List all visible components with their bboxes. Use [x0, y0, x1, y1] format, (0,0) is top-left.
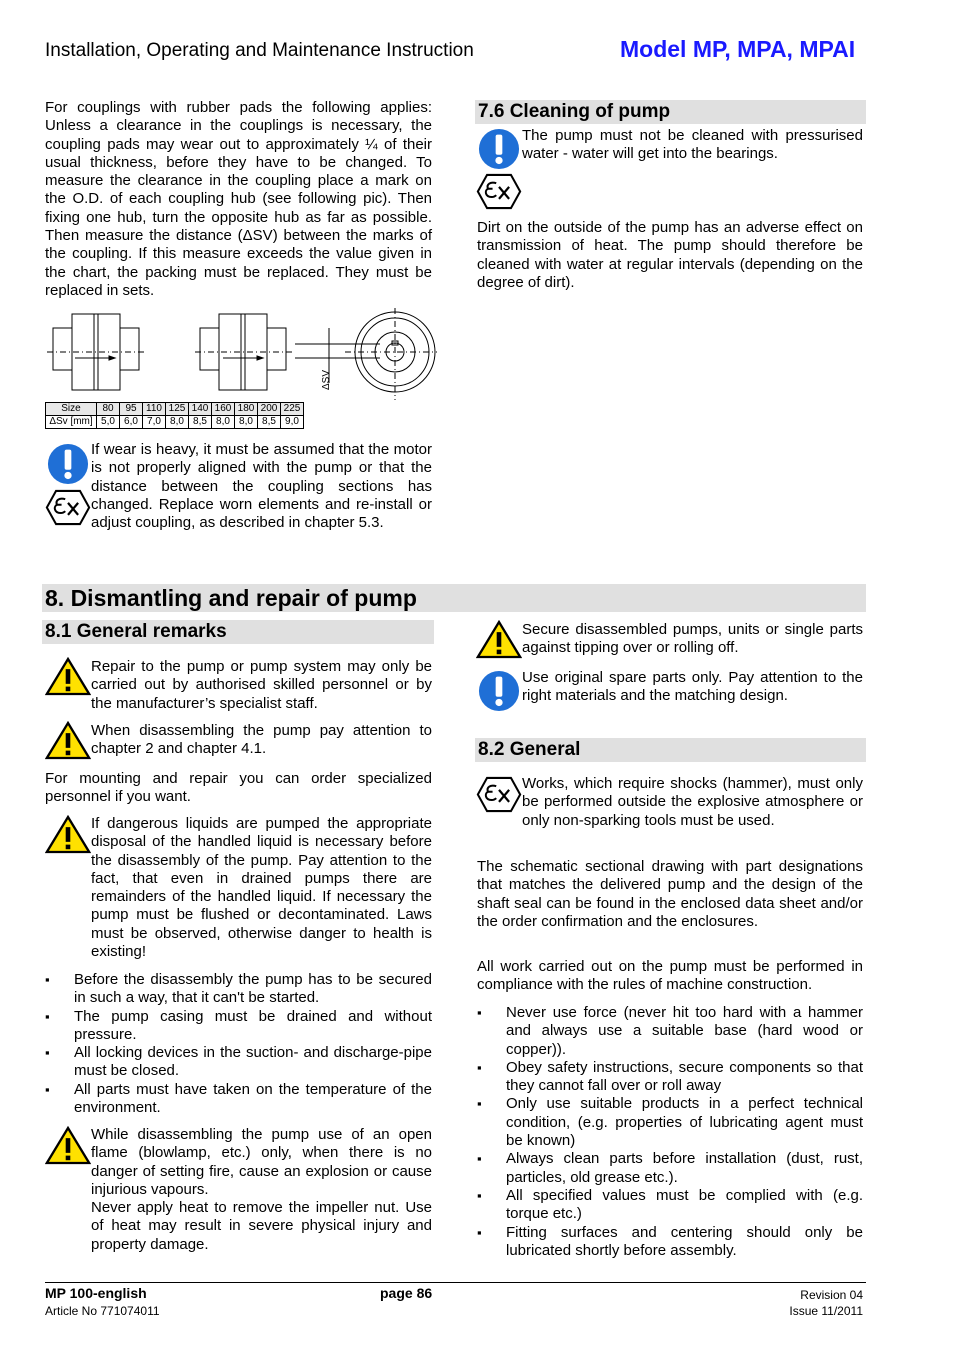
ex-hexagon-icon: [45, 489, 91, 526]
warning-disassembling: When disassembling the pump pay attention to chapter 2 and chapter 4.1.: [91, 722, 432, 758]
table-cell: 110: [143, 403, 166, 416]
list-item: ▪ Always clean parts before installation (dust, rust, particles, old grease etc.).: [477, 1150, 863, 1187]
table-cell: 8,5: [189, 416, 212, 429]
disassembly-bullet-list: [45, 971, 432, 1117]
exclamation-circle-icon: [478, 670, 520, 712]
footer-doc: MP 100-english: [45, 1285, 147, 1301]
section-7-6-title: 7.6 Cleaning of pump: [475, 100, 866, 124]
exclamation-circle-icon: [478, 128, 520, 170]
warning-triangle-icon: [45, 815, 91, 854]
footer-article: Article No 771074011: [45, 1304, 160, 1318]
table-cell: 140: [189, 403, 212, 416]
note-original-parts: Use original spare parts only. Pay attention to the right materials and the matching design.: [522, 669, 863, 705]
warning-authorised-personnel: Repair to the pump or pump system may only be carried out by authorised skilled personnel or by the manufacturer’s specialist staff.: [91, 658, 432, 712]
list-item: ▪ Obey safety instructions, secure components so that they cannot fall over or roll away: [477, 1059, 863, 1096]
model-title: Model MP, MPA, MPAI: [620, 36, 856, 62]
table-cell: 200: [258, 403, 281, 416]
header-title: Installation, Operating and Maintenance Instruction: [45, 40, 474, 61]
table-cell: 7,0: [143, 416, 166, 429]
table-cell: 5,0: [97, 416, 120, 429]
wear-note: If wear is heavy, it must be assumed that the motor is not properly aligned with the pump or that the distance between the coupling sections has changed. Replace worn elements and re-install or adjust coupling, as described in chapter 5.3.: [91, 441, 432, 532]
table-cell: 180: [235, 403, 258, 416]
table-cell: 8,0: [212, 416, 235, 429]
footer-revision: Revision 04: [800, 1288, 863, 1302]
list-item: ▪ Never use force (never hit too hard with a hammer and always use a suitable base (hard wood or copper)).: [477, 1004, 863, 1059]
machine-rules-paragraph: All work carried out on the pump must be performed in compliance with the rules of machine construction.: [477, 958, 863, 994]
list-item: ▪ Only use suitable products in a perfect technical condition, (e.g. properties of lubricating agent must be known): [477, 1095, 863, 1150]
open-flame-text: While disassembling the pump use of an open flame (blowlamp, etc.) only, when there is no danger of setting fire, cause an explosion or cause injurious vapours.: [91, 1126, 432, 1198]
specialized-personnel-paragraph: For mounting and repair you can order specialized personnel if you want.: [45, 770, 432, 806]
table-cell: 80: [97, 403, 120, 416]
exclamation-circle-icon: [47, 443, 89, 485]
table-row: [46, 416, 304, 429]
warning-triangle-icon: [45, 657, 91, 696]
table-cell: ΔSv [mm]: [46, 416, 97, 429]
warning-triangle-icon: [476, 620, 522, 659]
coupling-paragraph: For couplings with rubber pads the following applies: Unless a clearance in the couplings is necessary, the coupling pads may wear out to approximately ¼ of their usual thickness, before they have to be changed. To measure the clearance in the coupling place a mark on the O.D. of each coupling hub (see following pic). Then fixing one hub, turn the opposite hub as far as possible. Then measure the distance (ΔSV) between the marks of the coupling. If this measure exceeds the value given in the chart, the packing must be replaced. They must be replaced in sets.: [45, 99, 432, 299]
delta-sv-label: ΔSV: [321, 369, 332, 390]
section-8-2-title: 8.2 General: [475, 738, 866, 762]
footer-page: page 86: [380, 1285, 433, 1301]
clearance-table: [45, 402, 304, 429]
list-item: ▪ All specified values must be complied with (e.g. torque etc.): [477, 1187, 863, 1224]
cleaning-paragraph: Dirt on the outside of the pump has an adverse effect on transmission of heat. The pump should therefore be cleaned with water at regular intervals (depending on the degree of dirt).: [477, 219, 863, 291]
warning-open-flame: [91, 1126, 432, 1254]
ex-hexagon-icon: [476, 776, 522, 813]
table-cell: 8,5: [258, 416, 281, 429]
table-cell: Size: [46, 403, 97, 416]
table-cell: 225: [281, 403, 304, 416]
list-item: ▪ The pump casing must be drained and without pressure.: [45, 1008, 432, 1045]
list-item: ▪ All locking devices in the suction- and discharge-pipe must be closed.: [45, 1044, 432, 1081]
table-cell: 95: [120, 403, 143, 416]
table-cell: 8,0: [166, 416, 189, 429]
section-8-title: 8. Dismantling and repair of pump: [42, 584, 866, 612]
list-item: ▪ All parts must have taken on the temperature of the environment.: [45, 1081, 432, 1118]
warning-triangle-icon: [45, 721, 91, 760]
ex-hexagon-icon: [476, 173, 522, 210]
list-item: ▪ Fitting surfaces and centering should only be lubricated shortly before assembly.: [477, 1224, 863, 1261]
coupling-diagram: [45, 308, 437, 400]
table-row: [46, 403, 304, 416]
footer-divider: [45, 1282, 866, 1283]
footer-issue: Issue 11/2011: [789, 1304, 863, 1318]
table-cell: 8,0: [235, 416, 258, 429]
table-cell: 160: [212, 403, 235, 416]
warning-dangerous-liquids: If dangerous liquids are pumped the appropriate disposal of the handled liquid is necessary before the disassembly of the pump. Pay attention to the fact, that even in drained pumps there are remainders of the handled liquid. If necessary the pump must be flushed or decontaminated. Laws must be observed, otherwise danger to health is existing!: [91, 815, 432, 961]
warning-triangle-icon: [45, 1126, 91, 1165]
section-8-1-title: 8.1 General remarks: [42, 620, 434, 644]
general-bullet-list: [477, 1004, 863, 1260]
warning-secure-parts: Secure disassembled pumps, units or single parts against tipping over or rolling off.: [522, 621, 863, 657]
table-cell: 125: [166, 403, 189, 416]
table-cell: 9,0: [281, 416, 304, 429]
cleaning-note: The pump must not be cleaned with pressurised water - water will get into the bearings.: [522, 127, 863, 163]
impeller-heat-text: Never apply heat to remove the impeller nut. Use of heat may result in severe physical injury and property damage.: [91, 1199, 432, 1253]
table-cell: 6,0: [120, 416, 143, 429]
sectional-drawing-paragraph: The schematic sectional drawing with part designations that matches the delivered pump and the design of the shaft seal can be found in the enclosed data sheet and/or the order confirmation and the enclosures.: [477, 858, 863, 930]
ex-shocks-note: Works, which require shocks (hammer), must only be performed outside the explosive atmosphere or only non-sparking tools must be used.: [522, 775, 863, 829]
list-item: ▪ Before the disassembly the pump has to be secured in such a way, that it can't be started.: [45, 971, 432, 1008]
